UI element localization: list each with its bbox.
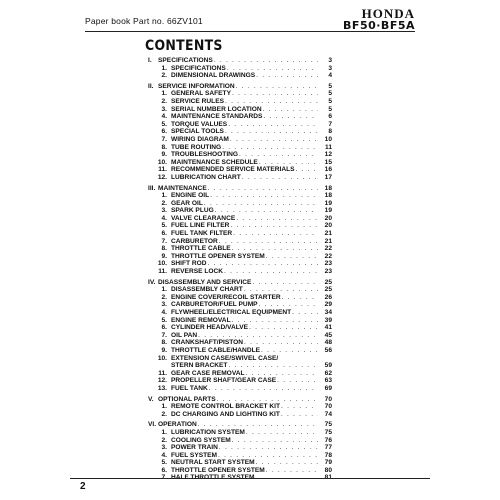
item-number: 10. [157,354,167,362]
item-title: THROTTLE OPENER SYSTEM [171,466,265,474]
item-title: DIMENSIONAL DRAWINGS [171,72,256,80]
toc-item [148,144,332,152]
item-title: TUBE ROUTING [171,143,222,151]
section-title: DISASSEMBLY AND SERVICE [158,278,252,286]
item-page: 23 [324,268,332,276]
item-number: 1. [161,428,167,436]
toc-section [148,83,332,91]
item-title: THROTTLE CABLE [171,245,231,253]
item-page: 20 [324,214,332,222]
toc-item [148,355,332,363]
item-page: 81 [324,474,332,482]
dot-leader [208,185,318,193]
item-page: 79 [324,459,332,467]
dot-leader [263,113,318,121]
item-title: GENERAL SAFETY [171,90,231,98]
item-page: 11 [325,143,332,151]
footer-divider [70,478,430,479]
item-title: SPARK PLUG [171,207,214,215]
item-page: 76 [324,436,332,444]
toc-item [148,222,332,230]
item-page: 41 [324,324,332,332]
item-page: 48 [324,339,332,347]
item-number: 2. [161,97,167,105]
item-title: SPECIFICATIONS [171,64,226,72]
item-title: CARBURETOR [171,237,218,245]
brand-block [343,8,415,32]
dot-leader [230,136,318,144]
toc-item [148,65,332,73]
item-page: 23 [324,260,332,268]
item-page: 17 [324,173,332,181]
toc-item [148,444,332,452]
item-page: 80 [324,466,332,474]
section-title: SERVICE INFORMATION [158,82,235,90]
toc-section [148,185,332,193]
item-title: REMOTE CONTROL BRACKET KIT [171,403,281,411]
item-number: 4. [161,309,167,316]
item-page: 20 [324,222,332,230]
toc-section [148,57,332,65]
item-number: 7. [161,135,167,143]
item-number: 10. [157,158,167,166]
toc-item [148,215,332,223]
item-number: 4. [161,214,167,222]
section-numeral: VI. [148,421,157,429]
table-of-contents [148,57,332,482]
item-number: 2. [161,72,167,80]
item-title: OIL PAN [171,331,198,339]
item-title: FUEL TANK [171,384,208,392]
dot-leader [210,192,318,200]
item-title: CRANKSHAFT/PISTON [171,339,244,347]
dot-leader [228,362,318,370]
item-title: REVERSE LOCK [171,268,224,276]
item-page: 77 [324,444,332,452]
item-number: 8. [161,245,167,253]
toc-item [148,370,332,378]
item-number: 6. [161,128,167,136]
dot-leader [232,437,318,445]
item-title: COOLING SYSTEM [171,436,231,444]
item-number: 2. [161,293,167,301]
dot-leader [225,128,318,136]
item-number: 3. [161,207,167,215]
dot-leader [217,396,318,404]
toc-item [148,159,332,167]
toc-item [148,174,332,182]
item-number: 1. [161,64,167,72]
dot-leader [256,459,318,467]
dot-leader [225,98,318,106]
toc-item [148,324,332,332]
toc-item [148,268,332,276]
item-page: 63 [324,377,332,385]
toc-item [148,253,332,261]
item-title: GEAR OIL [171,199,203,207]
section-page: 18 [324,184,332,192]
toc-item [148,192,332,200]
item-title: POWER TRAIN [171,444,218,452]
item-page: 5 [328,90,332,98]
section-title: OPERATION [158,421,197,429]
item-number: 13. [157,384,167,392]
item-title: STERN BRACKET [171,362,228,370]
dot-leader [198,421,318,429]
item-title: WIRING DIAGRAM [171,135,229,143]
item-number: 3. [161,105,167,113]
item-page: 5 [328,105,332,113]
dot-leader [263,106,318,114]
item-number: 7. [161,474,167,482]
dot-leader [266,467,318,475]
page-title: CONTENTS [145,36,223,54]
section-numeral: V. [148,395,154,403]
section-numeral: IV. [148,278,156,286]
item-page: 70 [324,403,332,411]
item-title: ENGINE OIL [171,192,210,200]
toc-item [148,403,332,411]
dot-leader [252,279,318,287]
item-number: 9. [161,252,167,260]
item-number: 5. [161,459,167,467]
toc-item [148,200,332,208]
item-page: 10 [324,135,332,143]
item-title: LUBRICATION CHART [171,173,241,181]
dot-leader [232,90,318,98]
dot-leader [236,83,318,91]
toc-section [148,279,332,287]
item-page: 39 [324,316,332,324]
toc-item [148,166,332,174]
dot-leader [219,444,318,452]
item-page: 74 [324,410,332,418]
item-title: ENGINE REMOVAL [171,316,231,324]
item-page: 29 [324,301,332,309]
toc-section [148,421,332,429]
item-title: TROUBLESHOOTING [171,151,239,159]
toc-item [148,411,332,419]
item-number: 4. [161,451,167,459]
section-page: 3 [328,57,332,64]
item-title: SERVICE RULES [171,97,225,105]
item-number: 8. [161,143,167,151]
part-number-text: Paper book Part no. 66ZV101 [85,16,203,26]
toc-item [148,230,332,238]
dot-leader [214,57,318,65]
toc-item [148,151,332,159]
item-title: MAINTENANCE SCHEDULE [171,158,258,166]
dot-leader [281,411,318,419]
item-page: 22 [324,245,332,253]
dot-leader [198,332,318,340]
item-title: PROPELLER SHAFT/GEAR CASE [171,377,277,385]
item-number: 11. [158,166,167,174]
item-page: 15 [324,158,332,166]
dot-leader [246,429,318,437]
toc-item [148,238,332,246]
item-title: CYLINDER HEAD/VALVE [171,324,249,332]
item-number: 6. [161,230,167,238]
section-title: SPECIFICATIONS [158,57,213,64]
dot-leader [281,403,318,411]
item-number: 11. [158,268,167,276]
toc-item [148,452,332,460]
toc-section [148,396,332,404]
dot-leader [224,268,318,276]
toc-item [148,207,332,215]
section-title: OPTIONAL PARTS [158,395,216,403]
item-page: 5 [328,97,332,105]
item-title: FUEL TANK FILTER [171,230,233,238]
dot-leader [215,207,318,215]
toc-item [148,429,332,437]
item-title: THROTTLE CABLE/HANDLE [171,346,261,354]
item-page: 78 [324,451,332,459]
dot-leader [218,452,318,460]
item-title: DC CHARGING AND LIGHTING KIT [171,410,280,418]
toc-item [148,286,332,294]
item-page: 62 [324,369,332,377]
item-title: RECOMMENDED SERVICE MATERIALS [171,166,295,174]
item-number: 12. [157,173,167,181]
item-page: 75 [324,428,332,436]
dot-leader [259,159,318,167]
item-title: LUBRICATION SYSTEM [171,428,245,436]
dot-leader [228,121,318,129]
toc-item [148,459,332,467]
dot-leader [292,309,318,317]
item-number [156,362,171,370]
item-page: 22 [324,252,332,260]
item-title: THROTTLE OPENER SYSTEM [171,252,265,260]
item-title: FUEL SYSTEM [171,451,218,459]
item-number: 1. [161,286,167,294]
toc-item [148,121,332,129]
dot-leader [242,174,318,182]
dot-leader [239,151,318,159]
item-number: 1. [161,192,167,200]
toc-item [148,113,332,121]
item-page: 4 [328,72,332,80]
item-number: 11. [158,369,167,377]
dot-leader [232,317,318,325]
item-number: 12. [157,377,167,385]
toc-item [148,362,332,370]
item-title: HALF THROTTLE SYSTEM [171,474,255,482]
item-page: 69 [324,384,332,392]
dot-leader [277,377,318,385]
toc-item [148,106,332,114]
dot-leader [261,347,318,355]
item-number: 2. [161,199,167,207]
item-page: 18 [324,192,332,200]
item-title: SERIAL NUMBER LOCATION [171,105,262,113]
item-number: 5. [161,120,167,128]
item-page: 12 [324,151,332,159]
toc-item [148,128,332,136]
toc-item [148,332,332,340]
section-title: MAINTENANCE [158,184,207,192]
dot-leader [259,301,318,309]
item-number: 5. [161,316,167,324]
item-page: 26 [324,293,332,301]
dot-leader [222,144,318,152]
dot-leader [236,215,318,223]
item-number: 1. [161,403,167,411]
item-page: 8 [328,128,332,136]
dot-leader [209,385,318,393]
toc-item [148,301,332,309]
item-number: 2. [161,410,167,418]
item-title: GEAR CASE REMOVAL [171,369,245,377]
section-page: 25 [324,278,332,286]
item-number: 6. [161,466,167,474]
dot-leader [249,324,318,332]
item-page: 7 [328,120,332,128]
dot-leader [244,339,318,347]
item-page: 16 [324,166,332,174]
toc-item [148,245,332,253]
dot-leader [219,238,318,246]
toc-item [148,294,332,302]
item-page: 21 [324,230,332,238]
item-title: VALVE CLEARANCE [171,214,236,222]
item-number: 10. [157,260,167,268]
item-title: FLYWHEEL/ELECTRICAL EQUIPMENT [171,309,292,316]
section-numeral: III. [148,184,156,192]
item-number: 7. [161,237,167,245]
dot-leader [232,245,318,253]
item-number: 3. [161,444,167,452]
dot-leader [266,253,318,261]
dot-leader [296,166,318,174]
item-title: ENGINE COVER/RECOIL STARTER [171,293,281,301]
header-divider [85,31,415,32]
dot-leader [282,294,318,302]
dot-leader [208,260,318,268]
item-page: 59 [324,362,332,370]
item-number: 9. [161,151,167,159]
item-title: DISASSEMBLY CHART [171,286,243,294]
dot-leader [246,370,318,378]
item-title: FUEL LINE FILTER [171,222,230,230]
brand-logo-text: HONDA [361,6,415,21]
item-page: 21 [324,237,332,245]
toc-item [148,90,332,98]
toc-item [148,385,332,393]
dot-leader [227,65,318,73]
page-number: 2 [80,481,86,492]
item-number: 6. [161,324,167,332]
toc-item [148,467,332,475]
item-page: 19 [324,199,332,207]
section-numeral: II. [148,82,154,90]
item-number: 1. [161,90,167,98]
model-name: BF50·BF5A [343,19,415,32]
dot-leader [204,200,318,208]
dot-leader [244,286,318,294]
item-page: 6 [328,113,332,121]
item-title: MAINTENANCE STANDARDS [171,113,263,121]
item-page: 56 [324,346,332,354]
item-title: SHIFT ROD [171,260,207,268]
toc-item [148,260,332,268]
toc-item [148,98,332,106]
toc-item [148,347,332,355]
item-number: 7. [161,331,167,339]
item-number: 5. [161,222,167,230]
section-page: 70 [324,395,332,403]
item-title: SPECIAL TOOLS [171,128,224,136]
item-page: 3 [328,64,332,72]
item-title: EXTENSION CASE/SWIVEL CASE/ [171,354,279,362]
dot-leader [233,230,318,238]
item-title: CARBURETOR/FUEL PUMP [171,301,258,309]
item-page: 34 [324,309,332,316]
item-number: 4. [161,113,167,121]
item-page: 25 [324,286,332,294]
item-number: 3. [161,301,167,309]
item-page: 19 [324,207,332,215]
toc-item [148,136,332,144]
dot-leader [256,72,318,80]
section-page: 5 [328,82,332,90]
toc-item [148,377,332,385]
toc-item [148,72,332,80]
item-title: NEUTRAL START SYSTEM [171,459,255,467]
section-page: 75 [324,421,332,429]
toc-item [148,339,332,347]
item-title: TORQUE VALUES [171,120,228,128]
item-number: 9. [161,346,167,354]
dot-leader [230,222,318,230]
section-numeral: I. [148,57,152,64]
toc-item [148,317,332,325]
toc-item [148,309,332,317]
item-page: 45 [324,331,332,339]
item-number: 8. [161,339,167,347]
toc-item [148,437,332,445]
item-number: 2. [161,436,167,444]
